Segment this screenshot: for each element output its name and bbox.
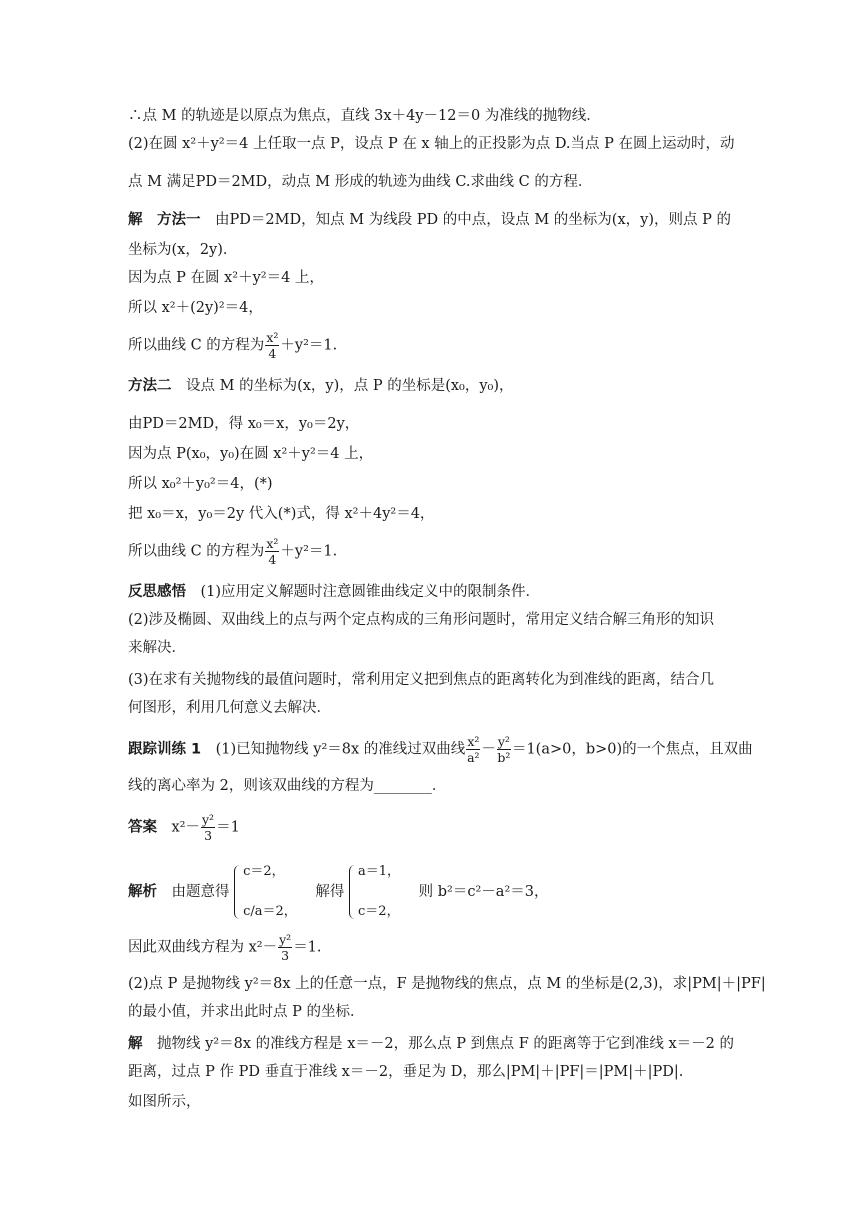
text-line: 所以 x²＋(2y)²＝4，: [128, 300, 263, 316]
text-line: 解 抛物线 y²＝8x 的准线方程是 x＝－2，那么点 P 到焦点 F 的距离等于它到准线 x＝－2 的: [128, 1036, 735, 1052]
text-line: 所以曲线 C 的方程为 $\frac{\text{x²}}{4}$ ＋y²＝1.: [128, 536, 338, 567]
text-line: 因此双曲线方程为 x²－ $\frac{\text{y²}}{3}$ ＝1.: [128, 932, 322, 963]
text-line: 方法二 设点 M 的坐标为(x，y)，点 P 的坐标是(x₀，y₀)，: [128, 378, 514, 394]
text-line: 解析 由题意得 c＝2， c/a＝2， 解得 a＝1， c＝2， 则 b²＝c²－a²＝3，: [128, 862, 738, 922]
text-line: 所以曲线 C 的方程为 $\frac{\text{x²}}{4}$ ＋y²＝1.: [128, 330, 338, 361]
text-line: 把 x₀＝x，y₀＝2y 代入(*)式，得 x²＋4y²＝4，: [128, 506, 435, 522]
text-line: 何图形，利用几何意义去解决．: [128, 700, 331, 716]
solution-label: 解 方法一: [128, 212, 201, 228]
text-line: (2)涉及椭圆、双曲线上的点与两个定点构成的三角形问题时，常用定义结合解三角形的知识: [128, 612, 715, 628]
text-line: 如图所示，: [128, 1094, 201, 1110]
answer-label: 答案: [128, 819, 157, 836]
text-line: 所以 x₀²＋y₀²＝4，(*): [128, 476, 273, 492]
equation-system: c＝2， c/a＝2，: [234, 862, 297, 922]
fraction: $\frac{\text{x²}}{4}$: [266, 536, 279, 567]
fraction: $\frac{\text{y²}}{\text{b²}}$: [497, 734, 511, 765]
reflection-label: 反思感悟: [128, 584, 186, 600]
text-line: 来解决．: [128, 640, 186, 656]
practice-label: 跟踪训练 1: [128, 741, 202, 758]
method-label: 方法二: [128, 378, 172, 394]
text-line: 由PD＝2MD，得 x₀＝x，y₀＝2y，: [128, 416, 360, 432]
text-line: 线的离心率为 2，则该双曲线的方程为________．: [128, 778, 447, 794]
text-line: 跟踪训练 1 (1)已知抛物线 y²＝8x 的准线过双曲线 $\frac{\text{x²}}{\text{a²}}$ － $\frac{\text{y²}}{\text{b²}}$ ＝1(a>0，b>0)的一个焦点，且双曲: [128, 734, 753, 765]
text-line: (2)在圆 x²＋y²＝4 上任取一点 P，设点 P 在 x 轴上的正投影为点 D.当点 P 在圆上运动时，动: [128, 136, 735, 152]
solution-label: 解: [128, 1036, 143, 1052]
text-line: 距离，过点 P 作 PD 垂直于准线 x＝－2，垂足为 D，那么|PM|＋|PF|＝|PM|＋|PD|.: [128, 1064, 684, 1080]
text-line: 点 M 满足PD＝2MD，动点 M 形成的轨迹为曲线 C.求曲线 C 的方程．: [128, 174, 593, 190]
text-line: 因为点 P 在圆 x²＋y²＝4 上，: [128, 270, 324, 286]
text-line: (3)在求有关抛物线的最值问题时，常利用定义把到焦点的距离转化为到准线的距离，结合几: [128, 672, 715, 688]
fraction: $\frac{\text{x²}}{4}$: [266, 330, 279, 361]
fraction: $\frac{\text{y²}}{3}$: [202, 812, 215, 843]
text-line: 解 方法一 由PD＝2MD，知点 M 为线段 PD 的中点，设点 M 的坐标为(x，y)，则点 P 的: [128, 212, 731, 228]
equation-system: a＝1， c＝2，: [349, 862, 400, 922]
text-line: 的最小值，并求出此时点 P 的坐标．: [128, 1004, 365, 1020]
text-line: ∴点 M 的轨迹是以原点为焦点，直线 3x＋4y－12＝0 为准线的抛物线．: [128, 108, 601, 124]
text-line: 答案 x²－ $\frac{\text{y²}}{3}$ ＝1: [128, 812, 240, 843]
text-line: (2)点 P 是抛物线 y²＝8x 上的任意一点，F 是抛物线的焦点，点 M 的坐标是(2,3)，求|PM|＋|PF|: [128, 976, 766, 992]
text-line: 反思感悟 (1)应用定义解题时注意圆锥曲线定义中的限制条件．: [128, 584, 541, 600]
fraction: $\frac{\text{y²}}{3}$: [279, 932, 292, 963]
fraction: $\frac{\text{x²}}{\text{a²}}$: [467, 734, 480, 765]
text-line: 因为点 P(x₀，y₀)在圆 x²＋y²＝4 上，: [128, 446, 374, 462]
analysis-label: 解析: [128, 884, 157, 900]
text-line: 坐标为(x，2y)．: [128, 242, 238, 258]
